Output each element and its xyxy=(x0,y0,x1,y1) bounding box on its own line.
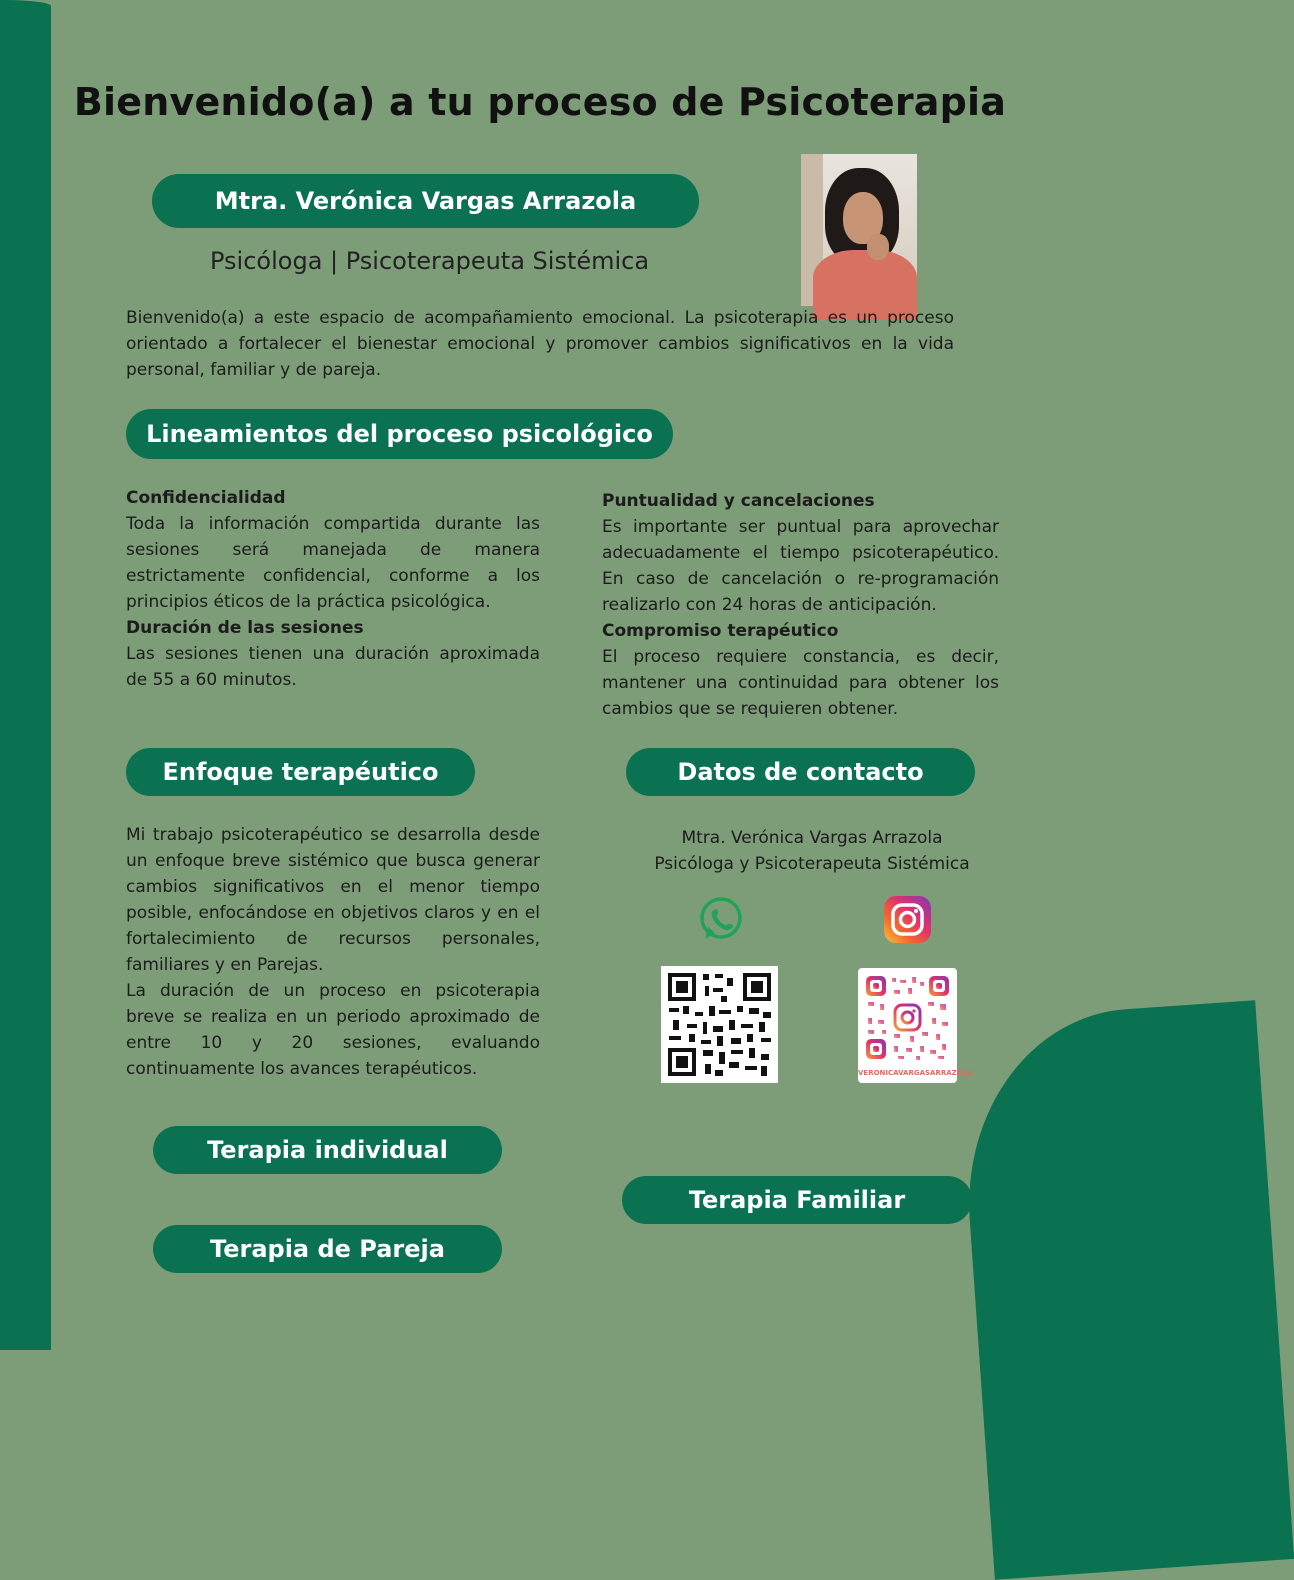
whatsapp-qr-code xyxy=(661,966,778,1083)
guidelines-left-column xyxy=(126,485,540,693)
instagram-icon[interactable] xyxy=(884,896,931,943)
guidelines-heading-pill xyxy=(126,409,673,459)
commitment-title: Compromiso terapéutico xyxy=(602,621,839,641)
confidentiality-title: Confidencialidad xyxy=(126,488,286,508)
service-individual-pill xyxy=(153,1126,502,1174)
approach-heading: Enfoque terapéutico xyxy=(162,758,439,786)
contact-heading: Datos de contacto xyxy=(677,758,924,786)
service-couple-pill xyxy=(153,1225,502,1273)
service-family-label: Terapia Familiar xyxy=(688,1186,906,1214)
contact-heading-pill xyxy=(626,748,975,796)
profile-photo xyxy=(801,154,917,306)
service-individual-label: Terapia individual xyxy=(207,1136,448,1164)
name-pill xyxy=(152,174,699,228)
left-decor-bar xyxy=(0,0,51,1350)
punctuality-title: Puntualidad y cancelaciones xyxy=(602,491,875,511)
contact-name: Mtra. Verónica Vargas Arrazola xyxy=(681,828,943,848)
punctuality-text: Es importante ser puntual para aprovechar adecuadamente el tiempo psicoterapéutico. En caso de cancelación o re-programación realizarlo con 24 horas de anticipación. xyxy=(602,517,999,615)
guidelines-right-column xyxy=(602,488,999,722)
session-duration-text: Las sesiones tienen una duración aproximada de 55 a 60 minutos. xyxy=(126,644,540,690)
approach-paragraph-2: La duración de un proceso en psicoterapia breve se realiza en un periodo aproximado de entre 10 y 20 sesiones, evaluando continuamente los avances terapéuticos. xyxy=(126,981,540,1079)
page-title: Bienvenido(a) a tu proceso de Psicoterapia xyxy=(73,80,1007,124)
approach-paragraph-1: Mi trabajo psicoterapéutico se desarrolla desde un enfoque breve sistémico que busca generar cambios significativos en el menor tiempo posible, enfocándose en objetivos claros y en el fortalecimiento de recursos personales, familiares y en Parejas. xyxy=(126,825,540,975)
instagram-handle: VERONICAVARGASARRAZOLA xyxy=(858,1069,973,1077)
instagram-qr-code xyxy=(858,968,973,1083)
confidentiality-text: Toda la información compartida durante las sesiones será manejada de manera estrictamente confidencial, conforme a los principios éticos de la práctica psicológica. xyxy=(126,514,540,612)
approach-text xyxy=(126,822,540,1082)
corner-decor-shape xyxy=(956,1000,1294,1580)
guidelines-heading: Lineamientos del proceso psicológico xyxy=(146,420,653,448)
service-couple-label: Terapia de Pareja xyxy=(210,1235,445,1263)
session-duration-title: Duración de las sesiones xyxy=(126,618,364,638)
contact-title: Psicóloga y Psicoterapeuta Sistémica xyxy=(654,854,970,874)
intro-paragraph: Bienvenido(a) a este espacio de acompañamiento emocional. La psicoterapia es un proceso orientado a fortalecer el bienestar emocional y promover cambios significativos en la vida personal, familiar y de pareja. xyxy=(126,308,954,380)
service-family-pill xyxy=(622,1176,972,1224)
commitment-text: El proceso requiere constancia, es decir, mantener una continuidad para obtener los cambios que se requieren obtener. xyxy=(602,647,999,719)
approach-heading-pill xyxy=(126,748,475,796)
professional-subtitle: Psicóloga | Psicoterapeuta Sistémica xyxy=(210,247,650,275)
whatsapp-icon[interactable] xyxy=(697,895,745,943)
name-pill-label: Mtra. Verónica Vargas Arrazola xyxy=(214,187,637,215)
